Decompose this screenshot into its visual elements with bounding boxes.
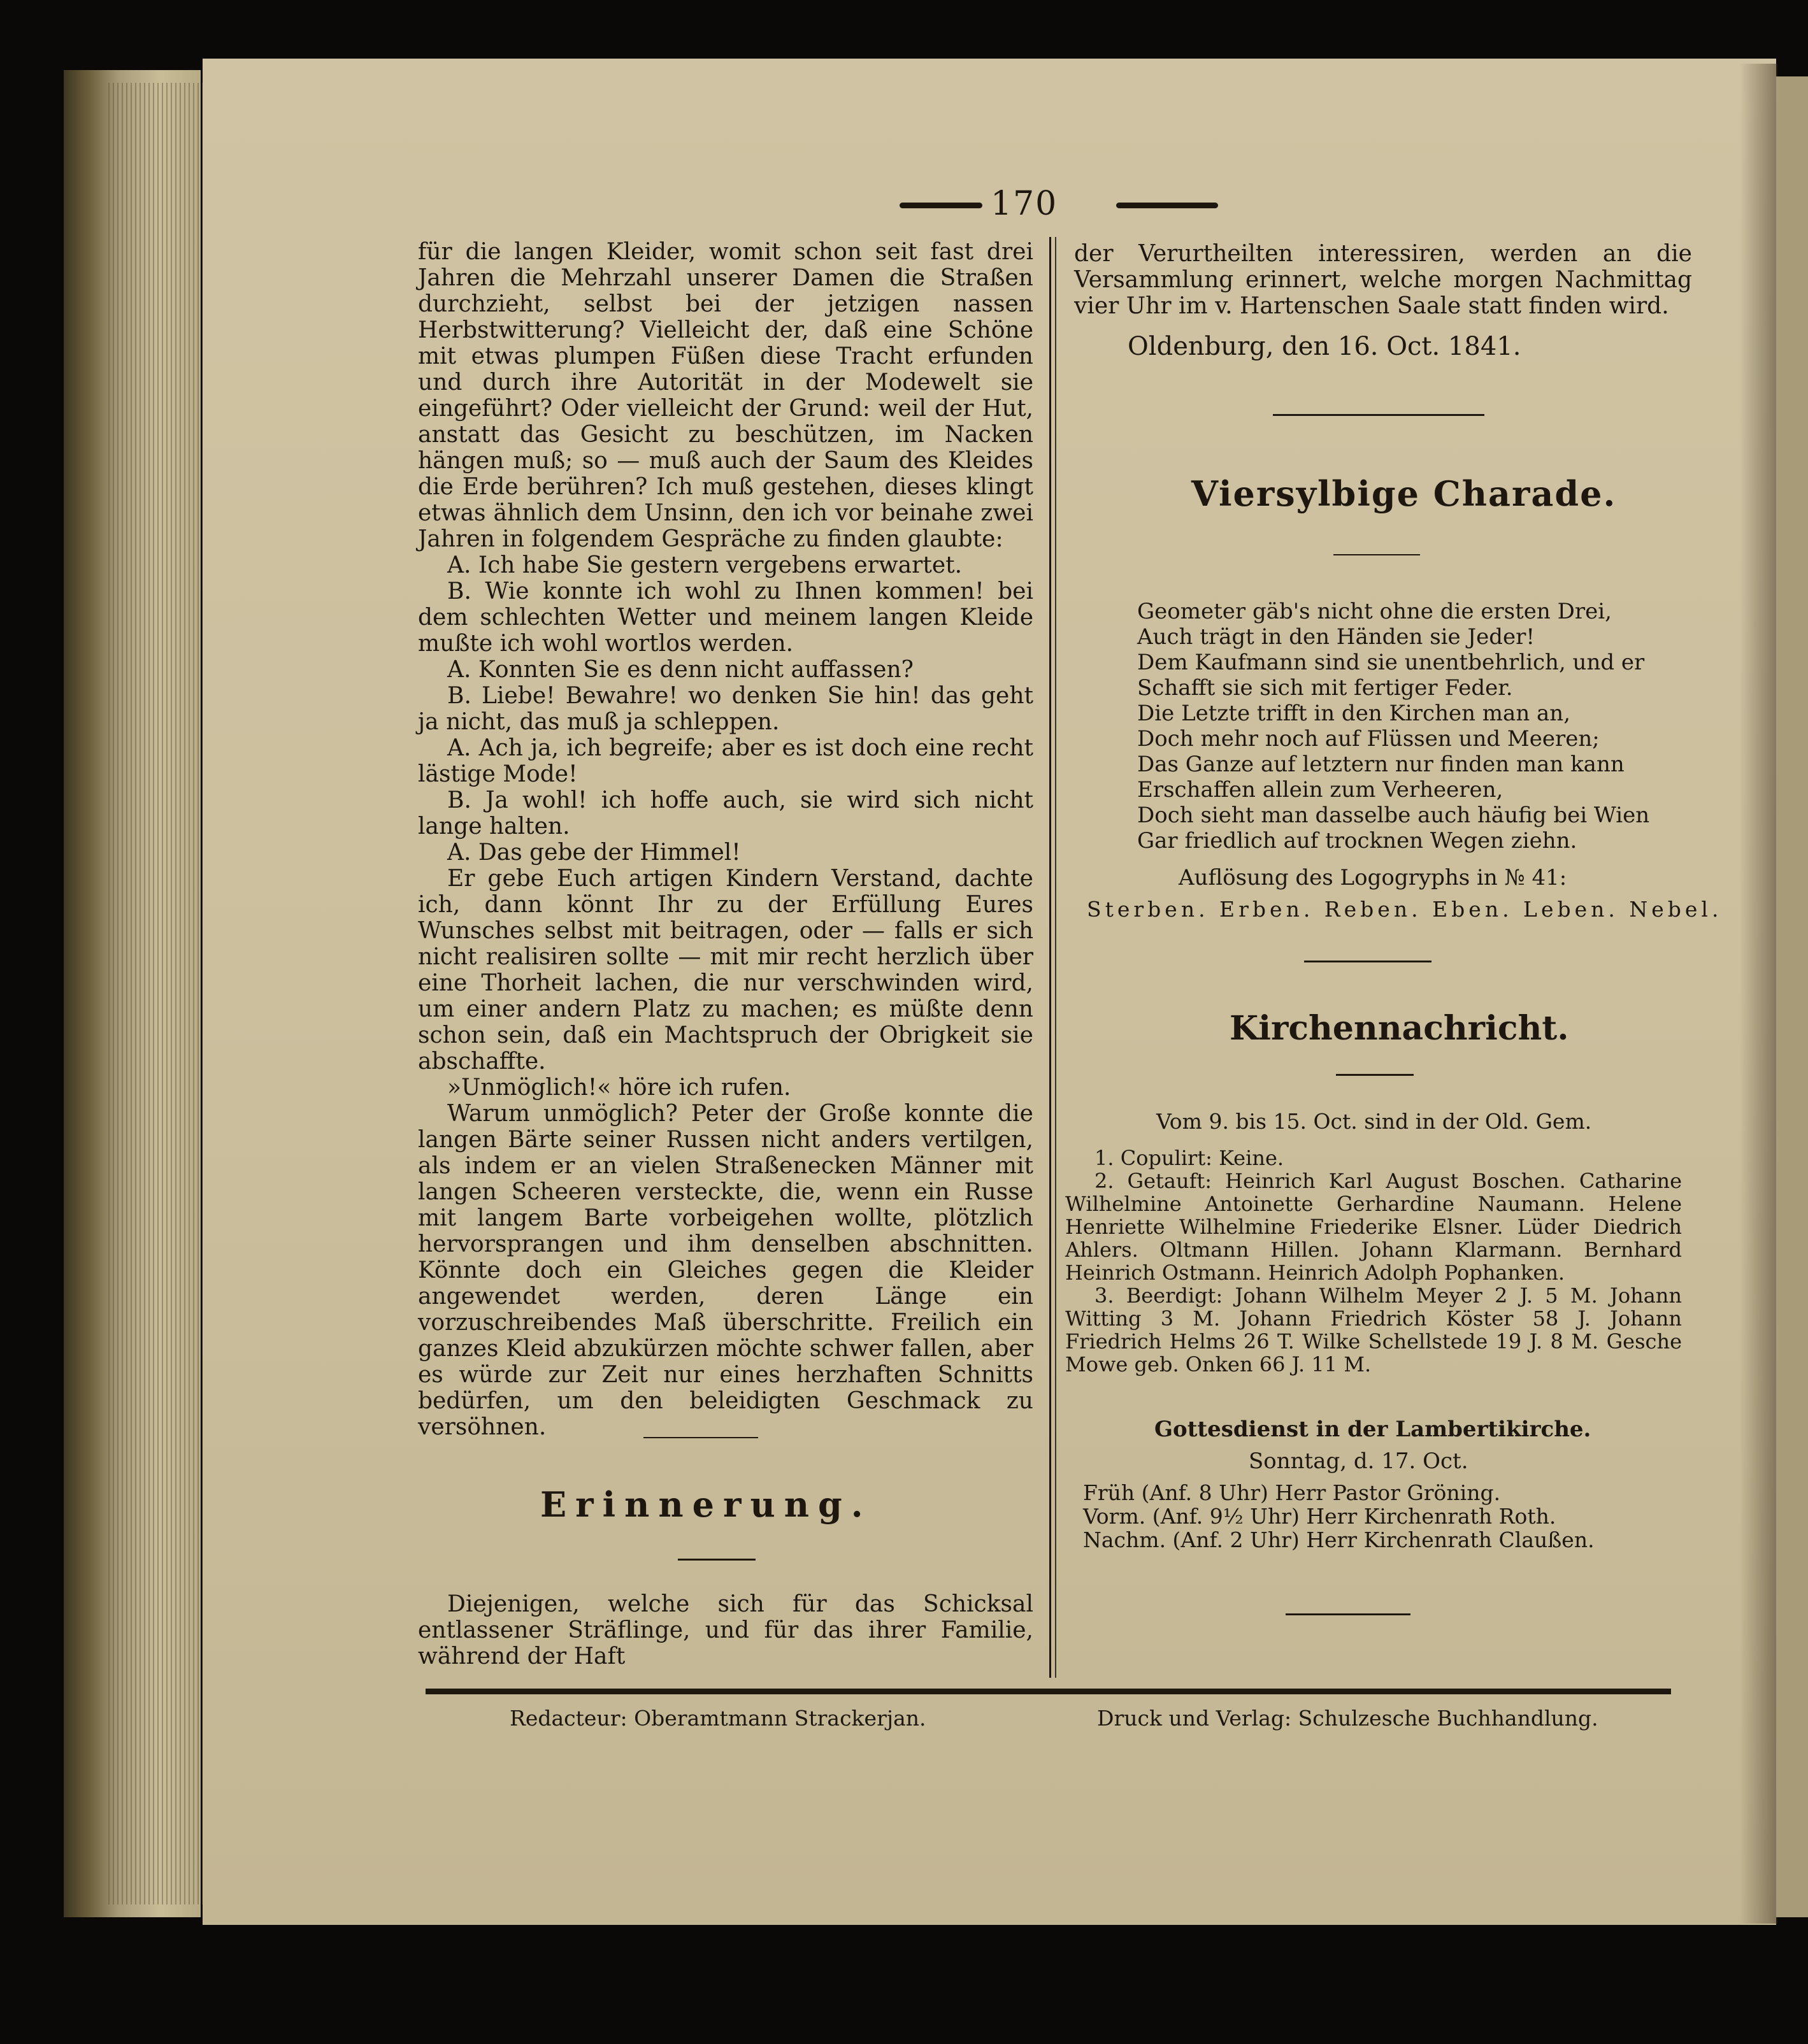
page-number-ornament-right [1116, 203, 1218, 208]
facing-page-edge [1776, 76, 1808, 1917]
service-item: Früh (Anf. 8 Uhr) Herr Pastor Gröning. [1083, 1480, 1501, 1505]
service-item: Nachm. (Anf. 2 Uhr) Herr Kirchenrath Claußen. [1083, 1527, 1595, 1552]
right-column-top [1074, 241, 1692, 319]
erinnerung-continuation: der Verurtheilten interessiren, werden an die Versammlung erinnert, welche morgen Nachmittag vier Uhr im v. Hartenschen Saale statt finden wird. [1074, 241, 1692, 319]
page-number: 170 [991, 185, 1058, 223]
poem-line: Dem Kaufmann sind sie unentbehrlich, und er [1137, 650, 1645, 675]
poem-line: Das Ganze auf letztern nur finden man kann [1137, 752, 1625, 777]
poem-line: Erschaffen allein zum Verheeren, [1137, 777, 1503, 803]
heading-underline [1333, 554, 1420, 555]
section-divider [1286, 1613, 1410, 1615]
poem-line: Doch mehr noch auf Flüssen und Meeren; [1137, 726, 1600, 752]
erinnerung-heading: Erinnerung. [540, 1484, 872, 1525]
editor-credit: Redacteur: Oberamtmann Strackerjan. [510, 1706, 926, 1731]
article-paragraph: Warum unmöglich? Peter der Große konnte die langen Bärte seiner Russen nicht anders vertilgen, als indem er an vielen Straßenecken Männer mit langen Scheeren versteckte, die, wenn ein Russe mit langem Barte vorbeigehen wollte, plötzlich hervorsprangen und ihm denselben abschnitten. Könnte doch ein Gleiches gegen die Kleider angewendet werden, deren Länge ein vorzuschreibendes Maß überschritte. Freilich ein ganzes Kleid abzukürzen möchte schwer fallen, aber es würde zur Zeit nur eines herzhaften Schnitts bedürfen, um den beleidigten Geschmack zu versöhnen. [418, 1101, 1033, 1440]
section-divider [1304, 961, 1431, 962]
logogryph-answer: Sterben. Erben. Reben. Eben. Leben. Nebel. [1087, 897, 1723, 922]
poem-line: Geometer gäb's nicht ohne die ersten Drei, [1137, 599, 1612, 624]
page-gutter-shadow [1739, 64, 1777, 1924]
section-divider [643, 1437, 758, 1438]
column-divider [1049, 237, 1051, 1678]
dateline: Oldenburg, den 16. Oct. 1841. [1128, 332, 1521, 361]
page-stack-lines [108, 83, 204, 1905]
page-number-ornament-left [900, 203, 982, 208]
erinnerung-text [418, 1591, 1033, 1669]
poem-line: Die Letzte trifft in den Kirchen man an, [1137, 701, 1570, 726]
article-paragraph: Er gebe Euch artigen Kindern Verstand, dachte ich, dann könnt Ihr zu der Erfüllung Eures Wunsches selbst mit beitragen, oder — falls er sich nicht realisiren sollte — mit mir recht herzlich über eine Thorheit lachen, die nur verschwinden wird, um einer andern Platz zu machen; es müßte denn schon sein, daß ein Machtspruch der Obrigkeit sie abschaffte. [418, 866, 1033, 1075]
left-column [418, 239, 1033, 1440]
service-date: Sonntag, d. 17. Oct. [1249, 1448, 1468, 1474]
footer-rule [426, 1689, 1671, 1694]
beerdigt-entry: 3. Beerdigt: Johann Wilhelm Meyer 2 J. 5 M. Johann Witting 3 M. Johann Friedrich Köster 58 J. Johann Friedrich Helms 26 T. Wilke Schellstede 19 J. 8 M. Gesche Mowe geb. Onken 66 J. 11 M. [1065, 1283, 1682, 1376]
dialogue-line: A. Ach ja, ich begreife; aber es ist doch eine recht lästige Mode! [418, 735, 1033, 787]
dialogue-line: B. Liebe! Bewahre! wo denken Sie hin! das geht ja nicht, das muß ja schleppen. [418, 683, 1033, 735]
charade-poem [1137, 599, 1650, 854]
heading-underline [1336, 1074, 1414, 1076]
dialogue-line: A. Ich habe Sie gestern vergebens erwartet. [447, 552, 963, 578]
getauft-entry: 2. Getauft: Heinrich Karl August Boschen. Catharine Wilhelmine Antoinette Gerhardine Naumann. Helene Henriette Wilhelmine Friederike Elsner. Lüder Diedrich Ahlers. Oltmann Hillen. Johann Klarmann. Bernhard Heinrich Ostmann. Heinrich Adolph Pophanken. [1065, 1169, 1682, 1285]
logogryph-heading: Auflösung des Logogryphs in № 41: [1179, 865, 1567, 890]
article-paragraph: für die langen Kleider, womit schon seit fast drei Jahren die Mehrzahl unserer Damen die Straßen durchzieht, selbst bei der jetzigen nassen Herbstwitterung? Vielleicht der, daß eine Schöne mit etwas plumpen Füßen diese Tracht erfunden und durch ihre Autorität in der Modewelt sie eingeführt? Oder vielleicht der Grund: weil der Hut, anstatt das Gesicht zu beschützen, im Nacken hängen muß; so — muß auch der Saum des Kleides die Erde berühren? Ich muß gestehen, dieses klingt etwas ähnlich dem Unsinn, den ich vor beinahe zwei Jahren in folgendem Gespräche zu finden glaubte: [418, 239, 1033, 552]
heading-underline [678, 1559, 756, 1561]
dialogue-line: B. Wie konnte ich wohl zu Ihnen kommen! bei dem schlechten Wetter und meinem langen Kleide mußte ich wohl wortlos werden. [418, 578, 1033, 657]
church-period: Vom 9. bis 15. Oct. sind in der Old. Gem. [1156, 1109, 1592, 1134]
publisher-credit: Druck und Verlag: Schulzesche Buchhandlung. [1097, 1706, 1598, 1731]
service-item: Vorm. (Anf. 9½ Uhr) Herr Kirchenrath Roth. [1083, 1504, 1556, 1529]
church-records [1065, 1147, 1682, 1376]
dialogue-line: B. Ja wohl! ich hoffe auch, sie wird sich nicht lange halten. [418, 787, 1033, 840]
poem-line: Auch trägt in den Händen sie Jeder! [1137, 624, 1535, 650]
column-divider-inner [1055, 237, 1056, 1678]
dialogue-line: A. Konnten Sie es denn nicht auffassen? [447, 657, 914, 683]
dialogue-line: A. Das gebe der Himmel! [447, 840, 741, 866]
copulirt-entry: 1. Copulirt: Keine. [1094, 1146, 1284, 1170]
section-divider [1273, 414, 1484, 416]
service-list [1083, 1481, 1595, 1552]
article-paragraph: »Unmöglich!« höre ich rufen. [447, 1075, 791, 1101]
charade-heading: Viersylbige Charade. [1191, 473, 1617, 514]
erinnerung-paragraph: Diejenigen, welche sich für das Schicksal entlassener Sträflinge, und für das ihrer Familie, während der Haft [418, 1591, 1033, 1669]
poem-line: Gar friedlich auf trocknen Wegen ziehn. [1137, 828, 1577, 854]
church-news-heading: Kirchennachricht. [1230, 1009, 1569, 1048]
poem-line: Schafft sie sich mit fertiger Feder. [1137, 675, 1513, 701]
service-heading: Gottesdienst in der Lambertikirche. [1154, 1417, 1591, 1442]
poem-line: Doch sieht man dasselbe auch häufig bei Wien [1137, 803, 1650, 828]
